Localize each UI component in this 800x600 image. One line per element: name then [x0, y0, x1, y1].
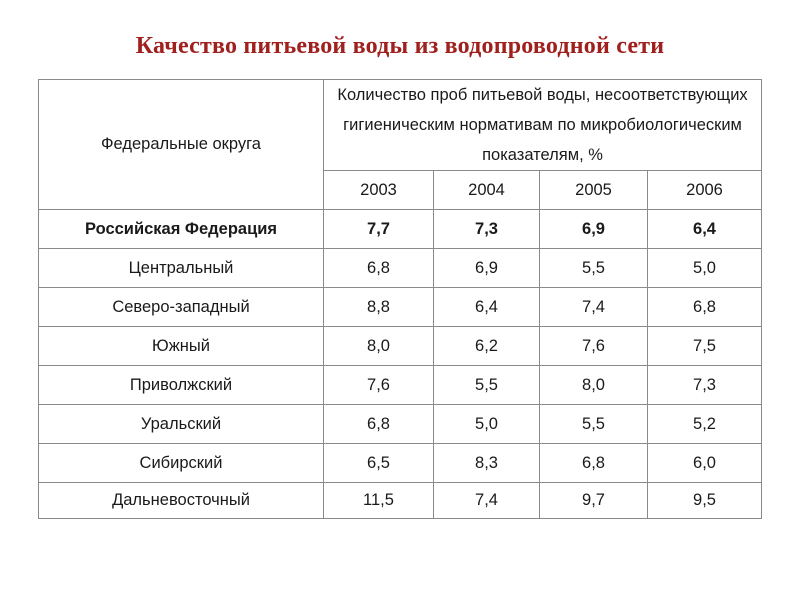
- value-cell: 8,8: [324, 288, 434, 327]
- region-column-header: Федеральные округа: [39, 80, 324, 210]
- value-cell: 7,6: [540, 327, 648, 366]
- value-cell: 6,9: [434, 249, 540, 288]
- value-cell: 8,0: [540, 366, 648, 405]
- value-cell: 5,2: [648, 405, 762, 444]
- year-header: 2003: [324, 171, 434, 210]
- table-row-total: [39, 210, 762, 249]
- region-name: Сибирский: [39, 444, 324, 483]
- value-cell: 9,7: [540, 483, 648, 519]
- region-name: Уральский: [39, 405, 324, 444]
- value-cell: 7,7: [324, 210, 434, 249]
- value-cell: 7,3: [434, 210, 540, 249]
- value-cell: 5,0: [434, 405, 540, 444]
- value-cell: 6,4: [648, 210, 762, 249]
- value-cell: 5,5: [540, 249, 648, 288]
- value-cell: 7,5: [648, 327, 762, 366]
- value-cell: 5,5: [434, 366, 540, 405]
- table-row: [39, 483, 762, 519]
- value-cell: 5,0: [648, 249, 762, 288]
- year-header: 2006: [648, 171, 762, 210]
- table-row: [39, 366, 762, 405]
- value-cell: 9,5: [648, 483, 762, 519]
- region-name: Дальневосточный: [39, 483, 324, 519]
- value-cell: 6,5: [324, 444, 434, 483]
- value-cell: 6,2: [434, 327, 540, 366]
- value-cell: 6,8: [324, 249, 434, 288]
- value-cell: 6,0: [648, 444, 762, 483]
- value-cell: 7,4: [434, 483, 540, 519]
- value-cell: 8,3: [434, 444, 540, 483]
- value-cell: 6,8: [648, 288, 762, 327]
- value-cell: 5,5: [540, 405, 648, 444]
- table-row: [39, 288, 762, 327]
- region-name: Северо-западный: [39, 288, 324, 327]
- page-title: Качество питьевой воды из водопроводной сети: [135, 33, 665, 59]
- year-header: 2005: [540, 171, 648, 210]
- table-row: [39, 444, 762, 483]
- region-name: Российская Федерация: [39, 210, 324, 249]
- value-cell: 8,0: [324, 327, 434, 366]
- region-name: Южный: [39, 327, 324, 366]
- value-cell: 6,9: [540, 210, 648, 249]
- value-cell: 11,5: [324, 483, 434, 519]
- region-name: Приволжский: [39, 366, 324, 405]
- value-cell: 7,4: [540, 288, 648, 327]
- value-cell: 7,6: [324, 366, 434, 405]
- table-header-row: [39, 80, 762, 171]
- value-cell: 6,4: [434, 288, 540, 327]
- value-cell: 6,8: [324, 405, 434, 444]
- value-cell: 7,3: [648, 366, 762, 405]
- value-cell: 6,8: [540, 444, 648, 483]
- table-row: [39, 405, 762, 444]
- water-quality-table: [38, 79, 762, 519]
- table-row: [39, 327, 762, 366]
- table-row: [39, 249, 762, 288]
- measure-column-header: Количество проб питьевой воды, несоответствующих гигиеническим нормативам по микробиологическим показателям, %: [324, 80, 762, 171]
- year-header: 2004: [434, 171, 540, 210]
- region-name: Центральный: [39, 249, 324, 288]
